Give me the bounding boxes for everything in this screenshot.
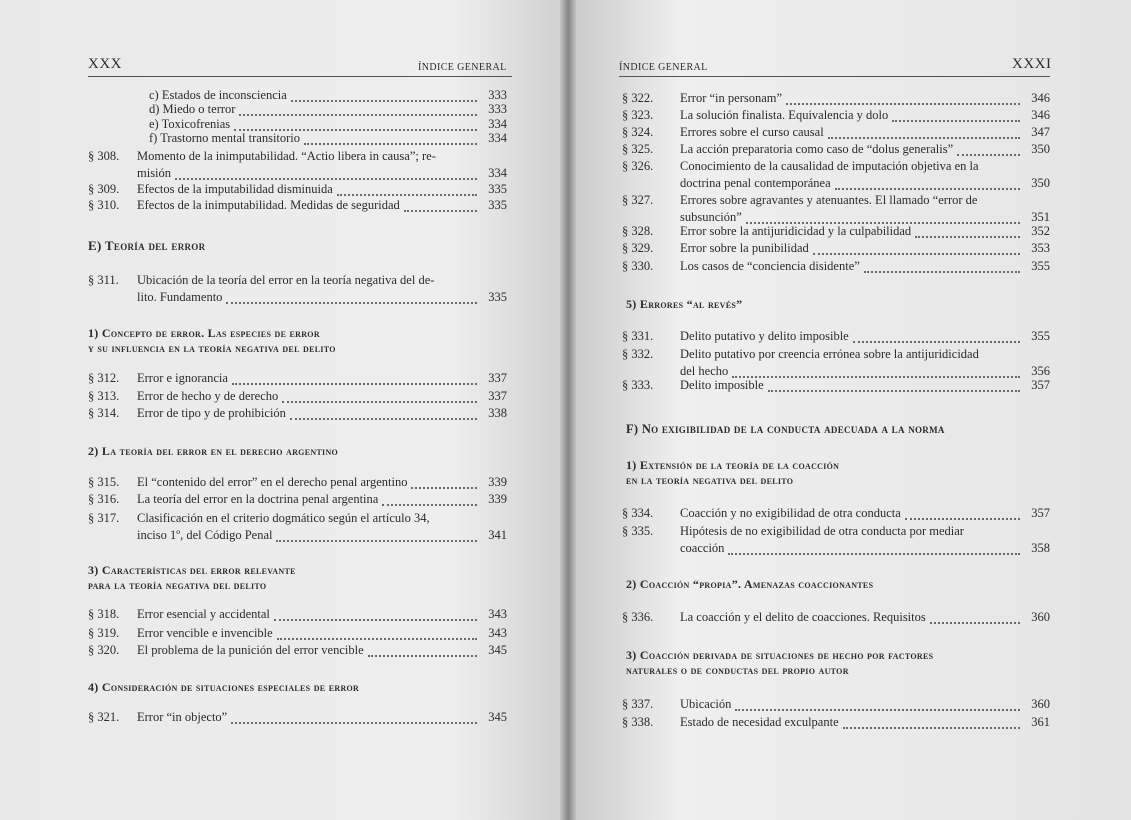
entry-title: subsunción” <box>680 210 742 224</box>
leader-dots <box>768 378 1020 392</box>
entry-title: Ubicación de la teoría del error en la teoría negativa del de- <box>137 273 435 287</box>
page-ref: 335 <box>488 290 507 304</box>
section-number: § 327. <box>622 193 654 207</box>
section-number: § 332. <box>622 347 654 361</box>
entry-title: Clasificación en el criterio dogmático según el artículo 34, <box>137 511 430 525</box>
section-number: § 317. <box>88 511 120 525</box>
section-heading: 3) Coacción derivada de situaciones de hecho por factores <box>626 648 934 662</box>
entry-title: Errores sobre el curso causal <box>680 125 824 139</box>
running-head: ÍNDICE GENERAL <box>619 62 708 73</box>
section-number: § 325. <box>622 142 654 156</box>
leader-dots <box>304 131 477 145</box>
section-number: § 308. <box>88 149 120 163</box>
page-ref: 341 <box>488 528 507 542</box>
entry-title: Error de tipo y de prohibición <box>137 406 286 420</box>
section-number: § 335. <box>622 524 654 538</box>
page-ref: 345 <box>488 710 507 724</box>
page-ref: 337 <box>488 371 507 385</box>
book-gutter <box>560 0 576 820</box>
entry-title: Efectos de la inimputabilidad. Medidas de seguridad <box>137 198 400 212</box>
section-number: § 323. <box>622 108 654 122</box>
leader-dots <box>892 108 1020 122</box>
page-ref: 350 <box>1031 176 1050 190</box>
leader-dots <box>732 364 1020 378</box>
section-number: § 315. <box>88 475 120 489</box>
section-number: § 328. <box>622 224 654 238</box>
leader-dots <box>828 125 1020 139</box>
section-heading: 3) Características del error relevante <box>88 563 296 577</box>
section-number: § 322. <box>622 91 654 105</box>
section-number: § 336. <box>622 610 654 624</box>
page-ref: 360 <box>1031 697 1050 711</box>
leader-dots <box>957 142 1020 156</box>
entry-title: Ubicación <box>680 697 732 711</box>
entry-title: f) Trastorno mental transitorio <box>149 131 301 145</box>
section-number: § 330. <box>622 259 654 273</box>
section-number: § 338. <box>622 715 654 729</box>
entry-title: La acción preparatoria como caso de “dolus generalis” <box>680 142 954 156</box>
page-ref: 356 <box>1031 364 1050 378</box>
page-ref: 353 <box>1031 241 1050 255</box>
leader-dots <box>905 506 1020 520</box>
section-number: § 320. <box>88 643 120 657</box>
page-ref: 339 <box>488 492 507 506</box>
entry-title: La coacción y el delito de coacciones. Requisitos <box>680 610 926 624</box>
leader-dots <box>864 259 1020 273</box>
entry-title: e) Toxicofrenias <box>149 117 231 131</box>
section-heading: 1) Concepto de error. Las especies de error <box>88 326 320 340</box>
page-ref: 355 <box>1031 329 1050 343</box>
leader-dots <box>277 626 477 640</box>
section-number: § 337. <box>622 697 654 711</box>
entry-title: inciso 1º, del Código Penal <box>137 528 273 542</box>
page-number: XXXI <box>1012 56 1052 72</box>
section-heading: 2) La teoría del error en el derecho argentino <box>88 444 339 458</box>
section-heading: F) No exigibilidad de la conducta adecuada a la norma <box>626 422 945 436</box>
section-number: § 309. <box>88 182 120 196</box>
page-ref: 357 <box>1031 378 1050 392</box>
entry-title: El “contenido del error” en el derecho penal argentino <box>137 475 408 489</box>
section-number: § 318. <box>88 607 120 621</box>
leader-dots <box>234 117 477 131</box>
section-number: § 313. <box>88 389 120 403</box>
entry-title: misión <box>137 166 172 180</box>
page-ref: 351 <box>1031 210 1050 224</box>
section-number: § 310. <box>88 198 120 212</box>
entry-title: Error sobre la antijuridicidad y la culpabilidad <box>680 224 912 238</box>
section-number: § 314. <box>88 406 120 420</box>
leader-dots <box>843 715 1020 729</box>
leader-dots <box>337 182 477 196</box>
page-ref: 352 <box>1031 224 1050 238</box>
entry-title: Error esencial y accidental <box>137 607 270 621</box>
entry-title: Efectos de la imputabilidad disminuida <box>137 182 333 196</box>
page-ref: 334 <box>488 131 507 145</box>
entry-title: La solución finalista. Equivalencia y dolo <box>680 108 889 122</box>
entry-title: Error sobre la punibilidad <box>680 241 809 255</box>
entry-title: Error e ignorancia <box>137 371 228 385</box>
section-heading: para la teoría negativa del delito <box>88 578 267 592</box>
section-number: § 312. <box>88 371 120 385</box>
page-ref: 360 <box>1031 610 1050 624</box>
leader-dots <box>735 697 1020 711</box>
running-head: ÍNDICE GENERAL <box>418 62 507 73</box>
entry-title: coacción <box>680 541 725 555</box>
leader-dots <box>175 166 477 180</box>
page-ref: 361 <box>1031 715 1050 729</box>
entry-title: Error “in objecto” <box>137 710 228 724</box>
entry-title: Delito imposible <box>680 378 764 392</box>
section-heading: 2) Coacción “propia”. Amenazas coaccionantes <box>626 577 874 591</box>
entry-title: Conocimiento de la causalidad de imputación objetiva en la <box>680 159 979 173</box>
leader-dots <box>239 102 477 116</box>
section-number: § 326. <box>622 159 654 173</box>
page-ref: 335 <box>488 182 507 196</box>
section-number: § 331. <box>622 329 654 343</box>
entry-title: La teoría del error en la doctrina penal argentina <box>137 492 379 506</box>
leader-dots <box>291 88 477 102</box>
entry-title: Errores sobre agravantes y atenuantes. El llamado “error de <box>680 193 978 207</box>
section-number: § 329. <box>622 241 654 255</box>
entry-title: Hipótesis de no exigibilidad de otra conducta por mediar <box>680 524 964 538</box>
leader-dots <box>226 290 477 304</box>
entry-title: Delito putativo y delito imposible <box>680 329 849 343</box>
section-number: § 316. <box>88 492 120 506</box>
section-number: § 324. <box>622 125 654 139</box>
page-ref: 350 <box>1031 142 1050 156</box>
leader-dots <box>915 224 1020 238</box>
section-heading: E) Teoría del error <box>88 238 206 253</box>
leader-dots <box>282 389 477 403</box>
leader-dots <box>382 492 477 506</box>
entry-title: lito. Fundamento <box>137 290 223 304</box>
entry-title: Error de hecho y de derecho <box>137 389 279 403</box>
page-ref: 333 <box>488 102 507 116</box>
page-ref: 343 <box>488 626 507 640</box>
right-page <box>568 0 1131 820</box>
section-heading: 4) Consideración de situaciones especiales de error <box>88 680 360 694</box>
entry-title: Error “in personam” <box>680 91 783 105</box>
page-number: XXX <box>88 56 122 72</box>
header-rule <box>88 76 512 77</box>
page-ref: 334 <box>488 166 507 180</box>
leader-dots <box>728 541 1020 555</box>
entry-title: El problema de la punición del error vencible <box>137 643 364 657</box>
page-ref: 334 <box>488 117 507 131</box>
leader-dots <box>368 643 477 657</box>
page-ref: 335 <box>488 198 507 212</box>
entry-title: Momento de la inimputabilidad. “Actio libera in causa”; re- <box>137 149 436 163</box>
entry-title: Error vencible e invencible <box>137 626 273 640</box>
page-ref: 337 <box>488 389 507 403</box>
entry-title: Estado de necesidad exculpante <box>680 715 839 729</box>
entry-title: doctrina penal contemporánea <box>680 176 831 190</box>
leader-dots <box>835 176 1020 190</box>
section-number: § 319. <box>88 626 120 640</box>
entry-title: del hecho <box>680 364 729 378</box>
entry-title: Delito putativo por creencia errónea sobre la antijuridicidad <box>680 347 979 361</box>
page-ref: 346 <box>1031 108 1050 122</box>
section-number: § 321. <box>88 710 120 724</box>
section-heading: naturales o de conductas del propio autor <box>626 663 849 677</box>
page-ref: 357 <box>1031 506 1050 520</box>
leader-dots <box>786 91 1020 105</box>
header-rule <box>619 76 1050 77</box>
entry-title: d) Miedo o terror <box>149 102 236 116</box>
section-heading: en la teoría negativa del delito <box>626 473 794 487</box>
leader-dots <box>813 241 1020 255</box>
leader-dots <box>411 475 477 489</box>
leader-dots <box>746 210 1020 224</box>
entry-title: Coacción y no exigibilidad de otra conducta <box>680 506 901 520</box>
section-heading: 5) Errores “al revés” <box>626 297 743 311</box>
section-heading: 1) Extensión de la teoría de la coacción <box>626 458 840 472</box>
leader-dots <box>232 371 477 385</box>
entry-title: c) Estados de inconsciencia <box>149 88 287 102</box>
page-ref: 347 <box>1031 125 1050 139</box>
leader-dots <box>231 710 477 724</box>
section-heading: y su influencia en la teoría negativa del delito <box>88 341 336 355</box>
leader-dots <box>853 329 1020 343</box>
page-ref: 355 <box>1031 259 1050 273</box>
page-ref: 346 <box>1031 91 1050 105</box>
page-ref: 338 <box>488 406 507 420</box>
section-number: § 311. <box>88 273 119 287</box>
page-ref: 343 <box>488 607 507 621</box>
leader-dots <box>404 198 477 212</box>
page-ref: 345 <box>488 643 507 657</box>
section-number: § 333. <box>622 378 654 392</box>
page-ref: 358 <box>1031 541 1050 555</box>
leader-dots <box>274 607 477 621</box>
page-ref: 339 <box>488 475 507 489</box>
page-ref: 333 <box>488 88 507 102</box>
leader-dots <box>290 406 477 420</box>
leader-dots <box>276 528 477 542</box>
entry-title: Los casos de “conciencia disidente” <box>680 259 860 273</box>
leader-dots <box>930 610 1020 624</box>
section-number: § 334. <box>622 506 654 520</box>
